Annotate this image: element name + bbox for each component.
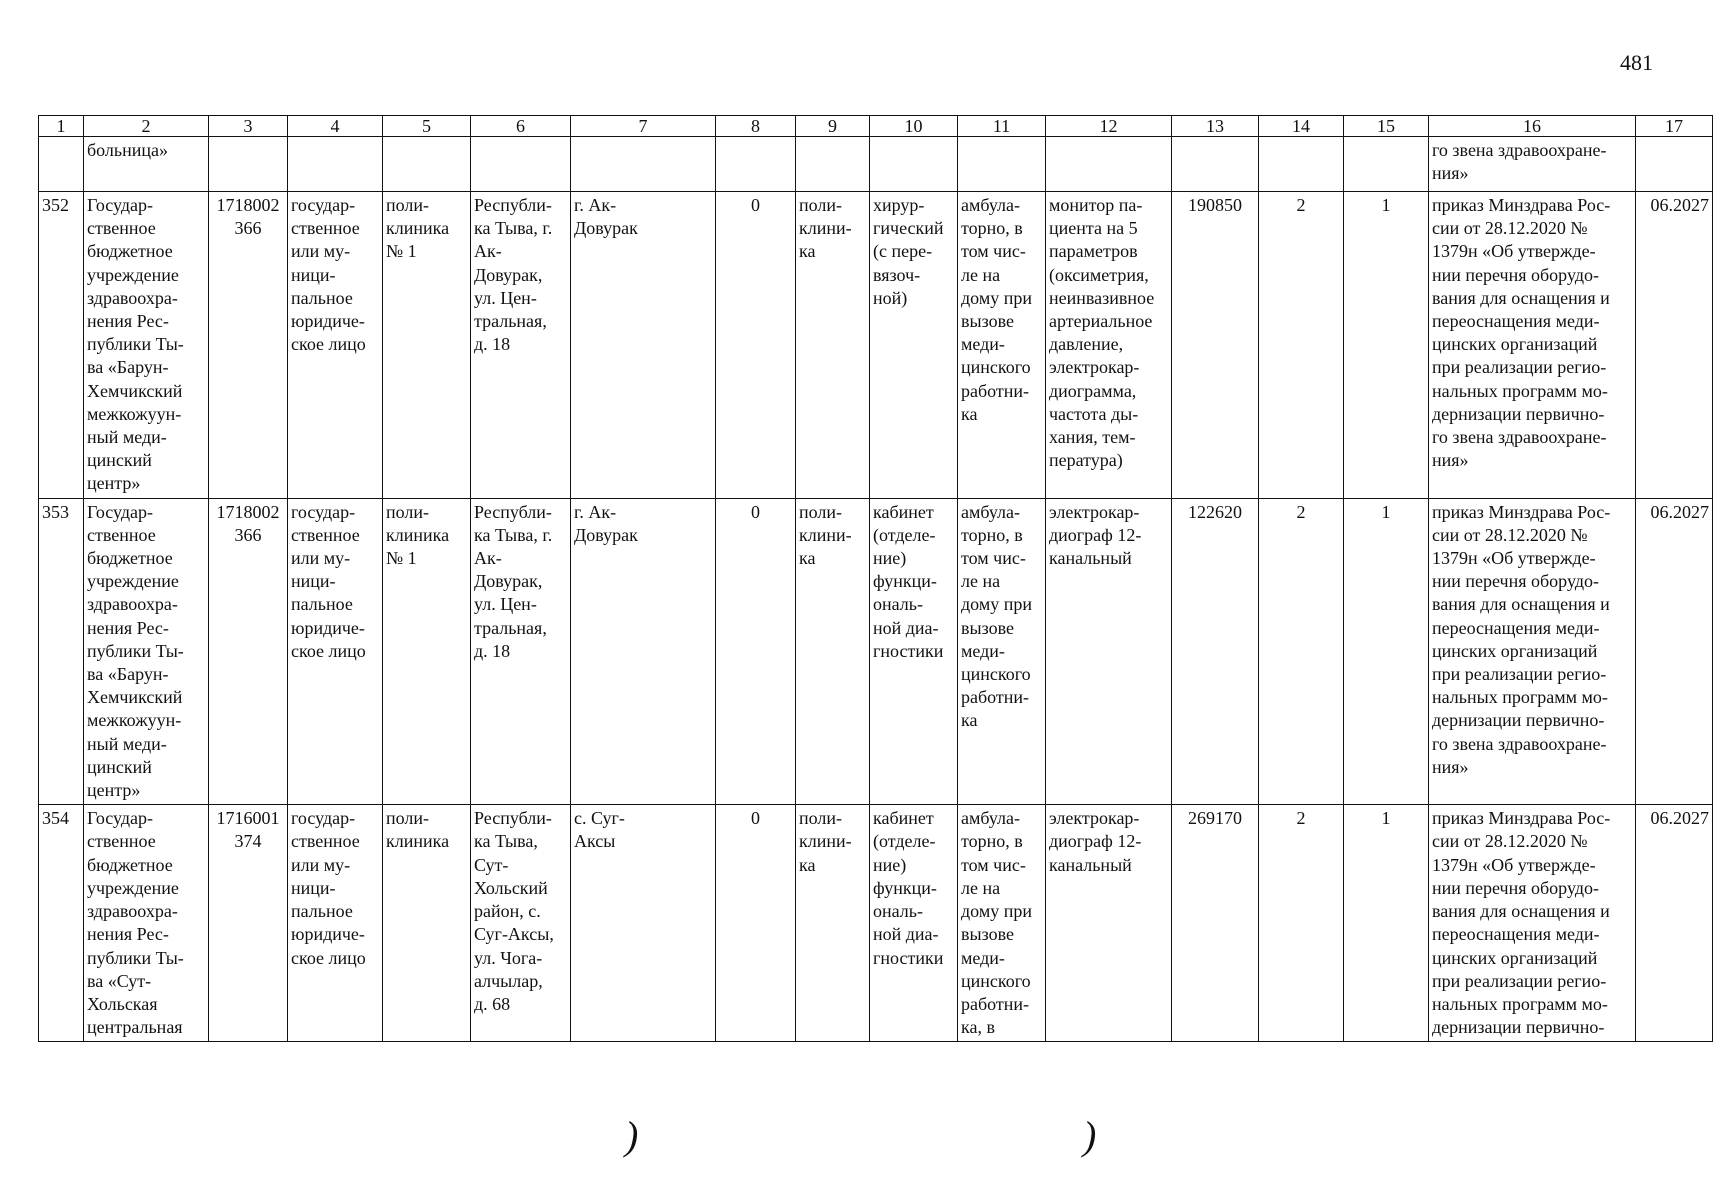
cell-basis: го звена здравоохране- ния» [1429,137,1636,192]
column-number: 8 [716,116,796,137]
cell-institution: Государ- ственное бюджетное учреждение здравоохра- нения Рес- публики Ты- ва «Барун- Хемчикский межкожуун- ный меди- цинский центр» [84,498,209,805]
cell [1172,137,1259,192]
cell [571,137,716,192]
cell-col10: кабинет (отделе- ние) функци- ональ- ной диа- гностики [870,498,958,805]
cell-org-type: государ- ственное или му- ници- пальное юридиче- ское лицо [288,192,383,499]
column-number: 12 [1046,116,1172,137]
cell-col13: 269170 [1172,805,1259,1042]
continuation-row [39,137,1713,192]
column-number: 13 [1172,116,1259,137]
column-number: 16 [1429,116,1636,137]
cell-date: 06.2027 [1636,498,1713,805]
cell-col8: 0 [716,498,796,805]
cell-col9: поли- клини- ка [796,498,870,805]
cell-col13: 190850 [1172,192,1259,499]
cell-col11: амбула- торно, в том чис- ле на дому при вызове меди- цинского работни- ка [958,192,1046,499]
column-number: 14 [1259,116,1344,137]
cell-locality: г. Ак- Довурак [571,498,716,805]
cell-col10: хирур- гический (с пере- вязоч- ной) [870,192,958,499]
cell-date: 06.2027 [1636,805,1713,1042]
column-number: 9 [796,116,870,137]
cell [716,137,796,192]
cell-col14: 2 [1259,498,1344,805]
cell-locality: г. Ак- Довурак [571,192,716,499]
cell-institution: Государ- ственное бюджетное учреждение здравоохра- нения Рес- публики Ты- ва «Сут- Хольская центральная [84,805,209,1042]
column-number: 17 [1636,116,1713,137]
cell-col9: поли- клини- ка [796,805,870,1042]
column-number: 5 [383,116,471,137]
cell-col14: 2 [1259,192,1344,499]
equipment-table [38,115,1713,1042]
cell-col15: 1 [1344,498,1429,805]
cell-basis: приказ Минздрава Рос- сии от 28.12.2020 № 1379н «Об утвержде- нии перечня оборудо- вания для оснащения и переоснащения меди- цинских организаций при реализации регио- нальных программ мо- дернизации первично- [1429,805,1636,1042]
cell-col8: 0 [716,805,796,1042]
cell-col9: поли- клини- ка [796,192,870,499]
cell-institution: больница» [84,137,209,192]
cell [209,137,288,192]
cell-address: Республи- ка Тыва, г. Ак- Довурак, ул. Цен- тральная, д. 18 [471,498,571,805]
cell-basis: приказ Минздрава Рос- сии от 28.12.2020 № 1379н «Об утвержде- нии перечня оборудо- вания для оснащения и переоснащения меди- цинских организаций при реализации регио- нальных программ мо- дернизации первично- го звена здравоохране- ния» [1429,192,1636,499]
cell [1636,137,1713,192]
cell [288,137,383,192]
cell-row-number: 352 [39,192,84,499]
cell-equipment: монитор па- циента на 5 параметров (оксиметрия, неинвазивное артериальное давление, электрокар- диограмма, частота ды- хания, тем- пература) [1046,192,1172,499]
cell-col10: кабинет (отделе- ние) функци- ональ- ной диа- гностики [870,805,958,1042]
column-number: 4 [288,116,383,137]
cell-address: Республи- ка Тыва, г. Ак- Довурак, ул. Цен- тральная, д. 18 [471,192,571,499]
column-number: 6 [471,116,571,137]
cell-address: Республи- ка Тыва, Сут- Хольский район, с. Суг-Аксы, ул. Чога- алчылар, д. 68 [471,805,571,1042]
cell-col11: амбула- торно, в том чис- ле на дому при вызове меди- цинского работни- ка [958,498,1046,805]
cell-row-number: 354 [39,805,84,1042]
column-number: 11 [958,116,1046,137]
page-mark: ) [1083,1113,1097,1158]
cell [471,137,571,192]
cell-unit: поли- клиника № 1 [383,498,471,805]
cell-date: 06.2027 [1636,192,1713,499]
column-number: 3 [209,116,288,137]
cell-col11: амбула- торно, в том чис- ле на дому при вызове меди- цинского работни- ка, в [958,805,1046,1042]
cell [796,137,870,192]
cell-org-type: государ- ственное или му- ници- пальное юридиче- ское лицо [288,498,383,805]
cell [1259,137,1344,192]
table-row [39,498,1713,805]
cell-code: 1718002 366 [209,498,288,805]
cell [1046,137,1172,192]
column-number: 10 [870,116,958,137]
cell-institution: Государ- ственное бюджетное учреждение здравоохра- нения Рес- публики Ты- ва «Барун- Хемчикский межкожуун- ный меди- цинский центр» [84,192,209,499]
cell-unit: поли- клиника № 1 [383,192,471,499]
cell [958,137,1046,192]
page-number: 481 [1620,50,1653,75]
column-number: 2 [84,116,209,137]
column-number: 7 [571,116,716,137]
cell-code: 1716001 374 [209,805,288,1042]
cell-locality: с. Суг- Аксы [571,805,716,1042]
cell-equipment: электрокар- диограф 12- канальный [1046,498,1172,805]
cell [383,137,471,192]
cell-unit: поли- клиника [383,805,471,1042]
cell [870,137,958,192]
cell-col14: 2 [1259,805,1344,1042]
cell-col13: 122620 [1172,498,1259,805]
cell-org-type: государ- ственное или му- ници- пальное юридиче- ское лицо [288,805,383,1042]
cell-col8: 0 [716,192,796,499]
cell-code: 1718002 366 [209,192,288,499]
cell-col15: 1 [1344,192,1429,499]
page-mark: ) [625,1113,639,1158]
table-row [39,192,1713,499]
column-numbers-row [39,116,1713,137]
cell-basis: приказ Минздрава Рос- сии от 28.12.2020 № 1379н «Об утвержде- нии перечня оборудо- вания для оснащения и переоснащения меди- цинских организаций при реализации регио- нальных программ мо- дернизации первично- го звена здравоохране- ния» [1429,498,1636,805]
cell-row-number: 353 [39,498,84,805]
column-number: 1 [39,116,84,137]
cell [39,137,84,192]
cell-equipment: электрокар- диограф 12- канальный [1046,805,1172,1042]
cell-col15: 1 [1344,805,1429,1042]
column-number: 15 [1344,116,1429,137]
cell [1344,137,1429,192]
table-row [39,805,1713,1042]
